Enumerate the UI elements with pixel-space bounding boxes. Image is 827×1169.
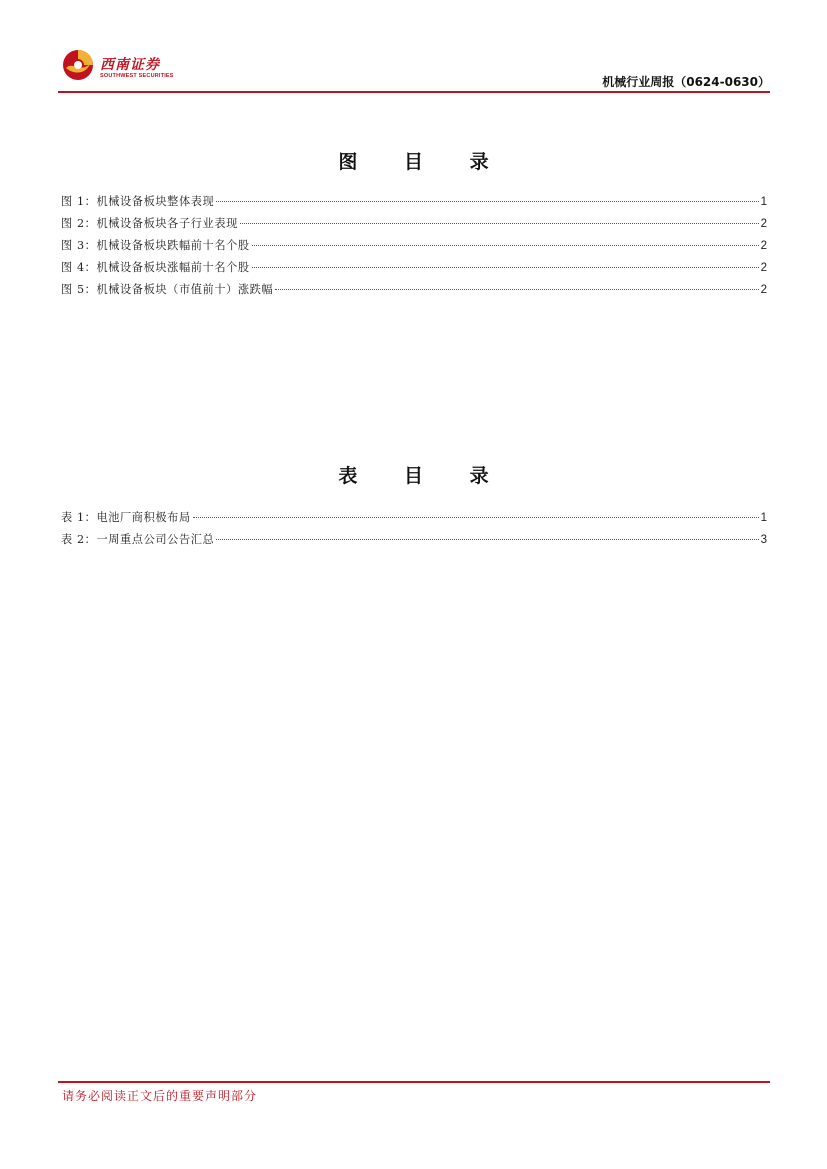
toc-entry-figure-2[interactable] <box>61 213 767 235</box>
page-header <box>58 46 770 94</box>
toc-entry-label: 表 2：一周重点公司公告汇总 <box>61 533 215 546</box>
company-logo <box>62 49 172 85</box>
toc-entry-figure-1[interactable] <box>61 191 767 213</box>
toc-entry-table-1[interactable] <box>61 507 767 529</box>
figure-toc-title: 图 目 录 <box>338 151 509 173</box>
report-title: 机械行业周报（0624-0630） <box>602 75 770 89</box>
toc-entry-label: 图 2：机械设备板块各子行业表现 <box>61 217 238 230</box>
table-toc-list <box>61 507 767 551</box>
toc-leader-dots <box>240 223 759 224</box>
toc-leader-dots <box>252 245 759 246</box>
toc-leader-dots <box>275 289 758 290</box>
toc-entry-page: 1 <box>760 512 767 524</box>
toc-entry-page: 2 <box>760 240 767 252</box>
figure-toc-list <box>61 191 767 301</box>
toc-leader-dots <box>216 539 758 540</box>
table-toc-title: 表 目 录 <box>338 465 509 487</box>
toc-entry-label: 图 3：机械设备板块跌幅前十名个股 <box>61 239 250 252</box>
header-divider <box>58 91 770 93</box>
toc-entry-label: 表 1：电池厂商积极布局 <box>61 511 191 524</box>
toc-entry-label: 图 4：机械设备板块涨幅前十名个股 <box>61 261 250 274</box>
toc-entry-figure-4[interactable] <box>61 257 767 279</box>
toc-entry-page: 2 <box>760 218 767 230</box>
toc-entry-figure-3[interactable] <box>61 235 767 257</box>
footer-disclaimer: 请务必阅读正文后的重要声明部分 <box>62 1089 258 1103</box>
toc-entry-label: 图 1：机械设备板块整体表现 <box>61 195 215 208</box>
footer-divider <box>58 1081 770 1083</box>
toc-leader-dots <box>216 201 758 202</box>
toc-entry-page: 1 <box>760 196 767 208</box>
logo-english-name: SOUTHWEST SECURITIES <box>100 73 174 79</box>
toc-entry-page: 2 <box>760 284 767 296</box>
toc-leader-dots <box>193 517 759 518</box>
toc-entry-table-2[interactable] <box>61 529 767 551</box>
logo-emblem-icon <box>62 49 94 81</box>
toc-entry-page: 2 <box>760 262 767 274</box>
logo-chinese-name: 西南证券 <box>100 57 160 73</box>
toc-leader-dots <box>252 267 759 268</box>
toc-entry-label: 图 5：机械设备板块（市值前十）涨跌幅 <box>61 283 274 296</box>
toc-entry-page: 3 <box>760 534 767 546</box>
toc-entry-figure-5[interactable] <box>61 279 767 301</box>
